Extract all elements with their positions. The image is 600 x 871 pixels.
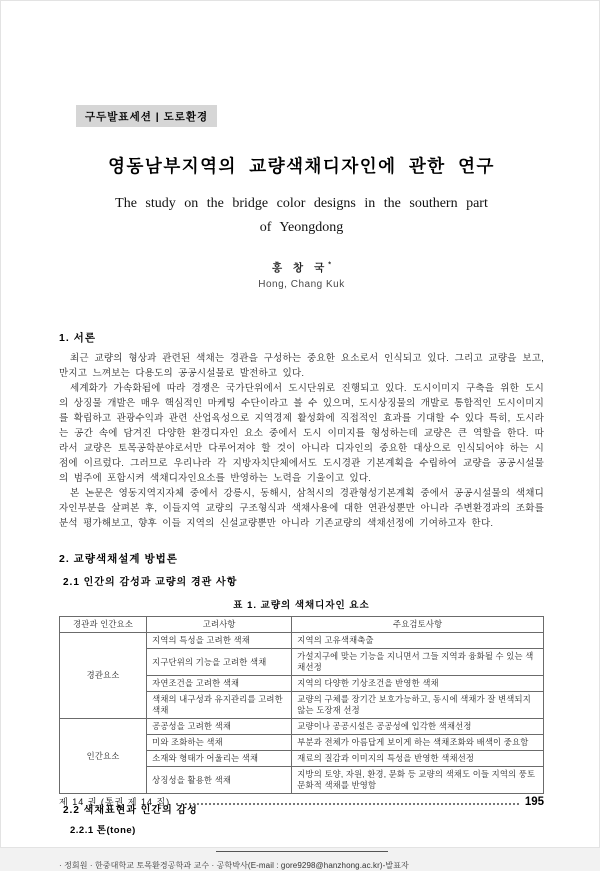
table-header-cell: 고려사항 — [147, 617, 292, 633]
author-name-korean: 홍 창 국* — [272, 261, 331, 274]
table-cell: 지구단위의 기능을 고려한 색채 — [147, 649, 292, 676]
title-english-line1: The study on the bridge color designs in the southern part — [115, 196, 488, 211]
table-cell: 자연조건을 고려한 색채 — [147, 676, 292, 692]
table-header-row — [60, 617, 544, 633]
table-cell: 가설지구에 맞는 기능을 지니면서 그들 지역과 융화될 수 있는 색채선정 — [292, 649, 544, 676]
section-2-1-heading: 2.1 인간의 감성과 교량의 경관 사항 — [63, 577, 238, 588]
table-cell: 상징성을 활용한 색채 — [147, 767, 292, 794]
session-badge: 구두발표세션 | 도로환경 — [76, 105, 217, 127]
table-row — [60, 633, 544, 649]
table-cell: 지방의 토양, 자원, 환경, 문화 등 교량의 색채도 이들 지역의 풍토문화적 색채를 반영함 — [292, 767, 544, 794]
page-number: 195 — [524, 796, 544, 808]
page-footer — [59, 795, 544, 808]
author-footnote-mark: * — [328, 261, 331, 269]
page-content — [1, 1, 599, 871]
table-cell: 지역의 다양한 기상조건을 반영한 색채 — [292, 676, 544, 692]
title-english-line2: of Yeongdong — [259, 220, 344, 235]
author-name-english: Hong, Chang Kuk — [258, 279, 345, 290]
author-footnote: · 정회원 · 한중대학교 토목환경공학과 교수 · 공학박사(E-mail : gore9298@hanzhong.ac.kr)-발표자 — [59, 861, 409, 870]
table-group-cell: 경관요소 — [60, 633, 147, 719]
section-1-paragraph-2: 세계화가 가속화됨에 따라 경쟁은 국가단위에서 도시단위로 진행되고 있다. 도시이미지 구축을 위한 도시의 상징물 개발은 매우 핵심적인 마케팅 수단이라고 볼 수 있으며, 도시상징물의 개발로 통합적인 도시이미지를 확립하고 관광수익과 관련 산업육성으로 지역경제 활성화에 직접적인 효과를 기대할 수 있다 특히, 도시라는 공간 속에 담겨진 다양한 환경디자인 요소 중에서 도시 이미지를 형성하는데 교량은 큰 역할을 한다. 따라서 교량은 토목공학분야로서만 다루어져야 할 것이 아니라 디자인의 중요한 대상으로 인식되어야 하는 시점에 이르렀다. 그러므로 우리나라 각 지방자치단체에서도 도시경관 기본계획을 수립하여 교량을 공공시설물의 범주에 포함시켜 색채디자인요소를 반영하는 노력을 기울이고 있다. — [59, 383, 544, 484]
table-cell: 지역의 특성을 고려한 색채 — [147, 633, 292, 649]
table-cell: 재료의 질감과 이미지의 특성을 반영한 색채선정 — [292, 751, 544, 767]
table-group-cell: 인간요소 — [60, 719, 147, 794]
section-1-heading: 1. 서론 — [59, 332, 96, 344]
table-cell: 색채의 내구성과 유지관리를 고려한 색채 — [147, 692, 292, 719]
volume-label: 제 14 권 (통권 제 14 집) — [59, 797, 171, 807]
footnote-divider — [216, 851, 388, 852]
table-cell: 소재와 형태가 어울리는 색채 — [147, 751, 292, 767]
paper-title-english — [59, 192, 544, 240]
table-cell: 교량의 구체를 장기간 보호가능하고, 동시에 색채가 잘 변색되지 않는 도장재 선정 — [292, 692, 544, 719]
table-header-cell: 경관과 인간요소 — [60, 617, 147, 633]
table-cell: 공공성을 고려한 색채 — [147, 719, 292, 735]
table-cell: 지역의 고유색채축출 — [292, 633, 544, 649]
section-2-2-1-heading: 2.2.1 톤(tone) — [70, 825, 136, 836]
section-2-2-heading: 2.2 색채표현과 인간의 감성 — [63, 805, 198, 816]
table-cell: 부분과 전체가 아름답게 보이게 하는 색채조화와 배색이 중요함 — [292, 735, 544, 751]
table-cell: 미와 조화하는 색채 — [147, 735, 292, 751]
table-cell: 교량이나 공공시설은 공공성에 입각한 색채선정 — [292, 719, 544, 735]
table-header-cell: 주요검토사항 — [292, 617, 544, 633]
dotted-leader — [176, 802, 519, 805]
section-1-paragraph-1: 최근 교량의 형상과 관련된 색채는 경관을 구성하는 중요한 요소로서 인식되고 있다. 그리고 교량을 보고, 만지고 느껴보는 다용도의 공공시설물로 발전하고 있다. — [59, 353, 544, 379]
paper-title-korean: 영동남부지역의 교량색채디자인에 관한 연구 — [108, 156, 495, 176]
section-2-heading: 2. 교량색채설계 방법론 — [59, 553, 178, 565]
table-row — [60, 719, 544, 735]
table-1-caption: 표 1. 교량의 색채디자인 요소 — [233, 600, 370, 611]
section-1-paragraph-3: 본 논문은 영동지역지자체 중에서 강릉시, 동해시, 삼척시의 경관형성기본계획 중에서 공공시설물의 색채디자인부분을 살펴본 후, 이들지역 교량의 구조형식과 색채사용에 대한 연관성뿐만 아니라 주변환경과의 조화를 분석 평가해보고, 향후 이들 지역의 신설교량뿐만 아니라 기존교량의 색채선정에 기여하고자 한다. — [59, 488, 544, 529]
table-color-design-elements — [59, 616, 544, 794]
